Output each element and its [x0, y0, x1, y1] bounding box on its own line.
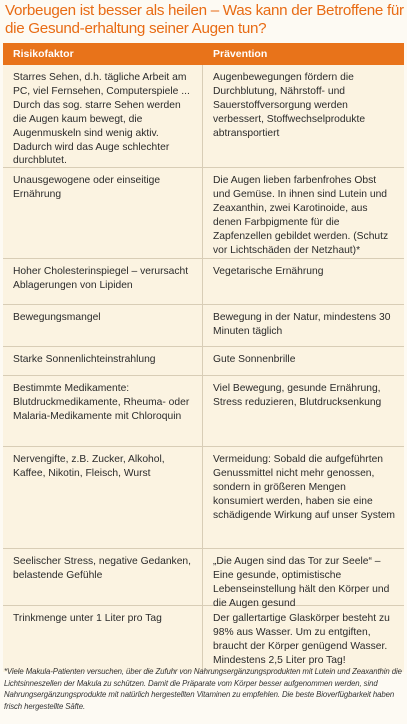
risk-cell: Bewegungsmangel	[3, 305, 203, 346]
prevention-cell: Gute Sonnenbrille	[213, 354, 296, 365]
table-row	[3, 305, 404, 347]
risk-cell: Bestimmte Medikamente: Blutdruckmedikamente, Rheuma- oder Malaria-Medikamente mit Chloroquin	[3, 376, 203, 446]
prevention-cell: Augenbewegungen fördern die Durchblutung, Nährstoff- und Sauerstoffversorgung werden verbessert, Stoffwechselprodukte abtransportiert	[213, 72, 366, 139]
table-row	[3, 549, 404, 609]
risk-cell: Starres Sehen, d.h. tägliche Arbeit am PC, viel Fernsehen, Computerspiele ... Durch das sog. starre Sehen werden die Augen kaum bewegt, die Augenmuskeln sind wenig aktiv. Dadurch wird das Auge schlechter durchblutet.	[3, 65, 203, 167]
risk-cell: Seelischer Stress, negative Gedanken, belastende Gefühle	[3, 549, 203, 605]
table-row	[3, 347, 404, 376]
risk-cell: Hoher Cholesterinspiegel – verursacht Ablagerungen von Lipiden	[3, 259, 203, 304]
header-risk-factor: Risikofaktor	[13, 48, 74, 60]
risk-cell: Unausgewogene oder einseitige Ernährung	[3, 168, 203, 258]
prevention-table	[3, 43, 404, 672]
table-row	[3, 259, 404, 305]
table-row	[3, 376, 404, 447]
prevention-cell: „Die Augen sind das Tor zur Seele“ – Eine gesunde, optimistische Lebenseinstellung hält den Körper und die Augen gesund	[213, 556, 390, 609]
prevention-cell: Die Augen lieben farbenfrohes Obst und Gemüse. In ihnen sind Lutein und Zeaxanthin, zwei Karotinoide, aus denen Farbpigmente für die Zapfenzellen gebildet werden. (Schutz vor Lichtschäden der Netzhaut)*	[213, 175, 389, 256]
prevention-cell: Viel Bewegung, gesunde Ernährung, Stress reduzieren, Blutdrucksenkung	[213, 383, 382, 408]
prevention-cell: Vegetarische Ernährung	[213, 266, 324, 277]
prevention-cell: Bewegung in der Natur, mindestens 30 Minuten täglich	[213, 312, 391, 337]
table-row	[3, 447, 404, 549]
page-title: Vorbeugen ist besser als heilen – Was kann der Betroffene für die Gesund-erhaltung seiner Augen tun?	[5, 2, 404, 37]
table-row	[3, 65, 404, 168]
table-row	[3, 168, 404, 259]
prevention-cell: Der gallertartige Glaskörper besteht zu 98% aus Wasser. Um zu entgiften, braucht der Körper genügend Wasser. Mindestens 2,5 Liter pro Tag!	[213, 613, 390, 666]
risk-cell: Starke Sonnenlichteinstrahlung	[3, 347, 203, 375]
table-header	[3, 43, 404, 65]
risk-cell: Trinkmenge unter 1 Liter pro Tag	[3, 606, 203, 672]
risk-cell: Nervengifte, z.B. Zucker, Alkohol, Kaffee, Nikotin, Fleisch, Wurst	[3, 447, 203, 548]
table-row	[3, 606, 404, 672]
footnote: *Viele Makula-Patienten versuchen, über die Zufuhr von Nahrungsergänzungsprodukten mit Lutein und Zeaxanthin die Lichtsinneszellen der Makula zu schützen. Damit die Präparate vom Körper besser aufgenommen werden, sind Nahrungsergänzungsprodukte mit natürlich hergestellten Vitaminen zu empfehlen. Die beste Bioverfügbarkeit haben frisch hergestellte Säfte.	[4, 667, 402, 711]
prevention-cell: Vermeidung: Sobald die aufgeführten Genussmittel nicht mehr genossen, sondern in größeren Mengen konsumiert werden, haben sie eine schädigende Wirkung auf unser System	[213, 454, 396, 521]
header-prevention: Prävention	[213, 48, 268, 60]
